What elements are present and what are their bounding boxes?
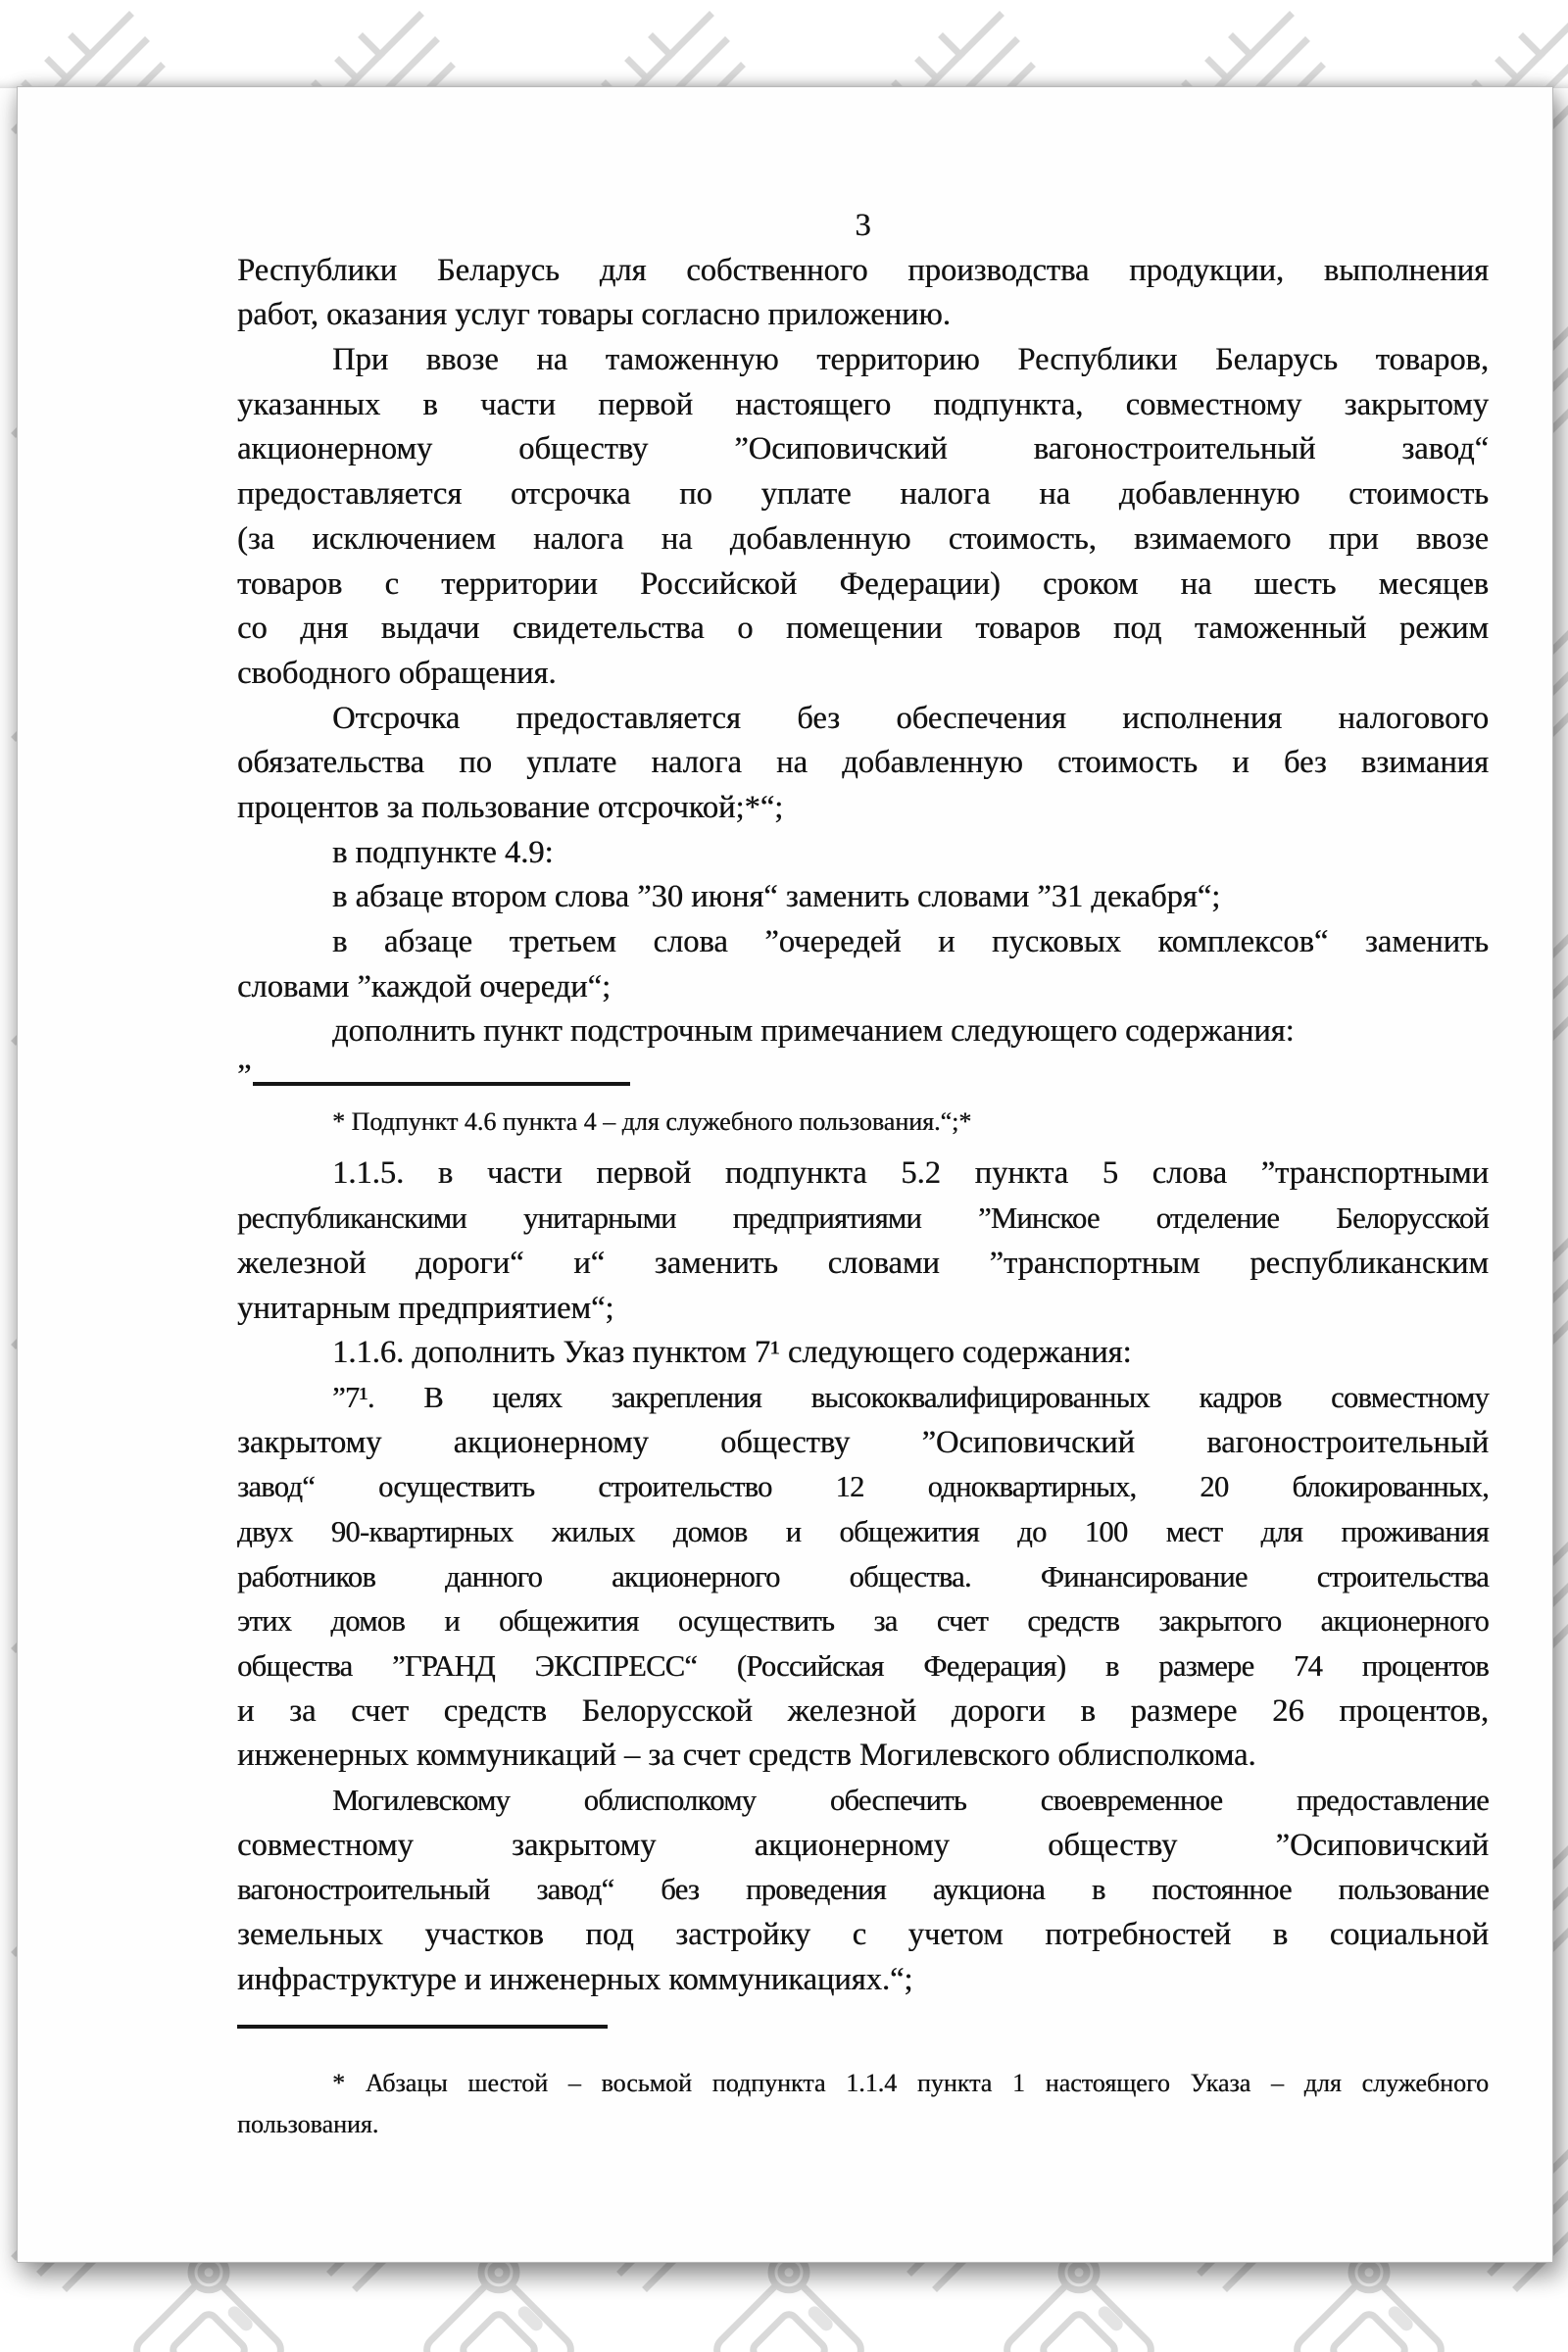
- text-line: республиканскими унитарными предприятиями ”Минское отделение Белорусской: [237, 1201, 1489, 1236]
- text-line: Отсрочка предоставляется без обеспечения исполнения налогового: [332, 700, 1489, 736]
- text-line: совместному закрытому акционерному обществу ”Осиповичский: [237, 1827, 1489, 1863]
- footnote-separator: [253, 1082, 630, 1086]
- footnote-line: пользования.: [237, 2109, 379, 2138]
- quote-with-rule: [237, 1054, 1489, 1100]
- text-line: работ, оказания услуг товары согласно приложению.: [237, 297, 951, 333]
- text-line: и за счет средств Белорусской железной дороги в размере 26 процентов,: [237, 1692, 1489, 1729]
- document-page: [17, 86, 1553, 2263]
- text-line: обязательства по уплате налога на добавленную стоимость и без взимания: [237, 745, 1489, 781]
- text-line: Могилевскому облисполкому обеспечить своевременное предоставление: [332, 1784, 1489, 1818]
- footnote-line: * Подпункт 4.6 пункта 4 – для служебного пользования.“;*: [332, 1106, 972, 1136]
- text-line: в абзаце третьем слова ”очередей и пусковых комплексов“ заменить: [332, 924, 1489, 959]
- text-line: работников данного акционерного общества. Финансирование строительства: [237, 1559, 1489, 1593]
- text-line: 1.1.5. в части первой подпункта 5.2 пункта 5 слова ”транспортными: [332, 1155, 1489, 1192]
- text-line: унитарным предприятием“;: [237, 1290, 614, 1326]
- text-line: этих домов и общежития осуществить за счет средств закрытого акционерного: [237, 1604, 1489, 1639]
- page-number: 3: [855, 208, 871, 243]
- text-line: свободного обращения.: [237, 655, 557, 691]
- text-line: закрытому акционерному обществу ”Осиповичский вагоностроительный: [237, 1424, 1489, 1460]
- text-line: инфраструктуре и инженерных коммуникациях.“;: [237, 1961, 913, 1997]
- text-line: указанных в части первой настоящего подпункта, совместному закрытому: [237, 386, 1489, 422]
- text-line: акционерному обществу ”Осиповичский вагоностроительный завод“: [237, 431, 1489, 467]
- text-line: предоставляется отсрочка по уплате налога на добавленную стоимость: [237, 476, 1489, 513]
- text-line: инженерных коммуникаций – за счет средств Могилевского облисполкома.: [237, 1738, 1256, 1774]
- document-body: [237, 204, 1489, 2145]
- open-quote-mark: ”: [237, 1058, 252, 1095]
- text-line: в абзаце втором слова ”30 июня“ заменить словами ”31 декабря“;: [332, 879, 1221, 915]
- text-line: 1.1.6. дополнить Указ пунктом 7¹ следующего содержания:: [332, 1335, 1132, 1371]
- footnote-separator: [237, 2025, 1489, 2063]
- text-line: товаров с территории Российской Федерации) сроком на шесть месяцев: [237, 565, 1489, 602]
- text-line: вагоностроительный завод“ без проведения аукциона в постоянное пользование: [237, 1873, 1489, 1907]
- text-line: завод“ осуществить строительство 12 одноквартирных, 20 блокированных,: [237, 1470, 1489, 1504]
- text-line: дополнить пункт подстрочным примечанием следующего содержания:: [332, 1013, 1295, 1050]
- text-line: (за исключением налога на добавленную стоимость, взимаемого при ввозе: [237, 520, 1489, 557]
- text-line: земельных участков под застройку с учетом потребностей в социальной: [237, 1917, 1489, 1953]
- text-line: со дня выдачи свидетельства о помещении товаров под таможенный режим: [237, 611, 1489, 647]
- footnote-line: * Абзацы шестой – восьмой подпункта 1.1.4 пункта 1 настоящего Указа – для служебного: [332, 2068, 1489, 2097]
- separator-rule: [237, 2025, 608, 2029]
- text-line: двух 90-квартирных жилых домов и общежития до 100 мест для проживания: [237, 1514, 1489, 1548]
- text-line: железной дороги“ и“ заменить словами ”транспортным республиканским: [237, 1245, 1489, 1281]
- text-line: процентов за пользование отсрочкой;*“;: [237, 789, 784, 825]
- text-line: словами ”каждой очереди“;: [237, 968, 612, 1004]
- text-line: в подпункте 4.9:: [332, 834, 554, 870]
- text-line: При ввозе на таможенную территорию Республики Беларусь товаров,: [332, 342, 1489, 378]
- text-line: Республики Беларусь для собственного производства продукции, выполнения: [237, 252, 1489, 288]
- text-line: ”7¹. В целях закрепления высококвалифицированных кадров совместному: [332, 1380, 1489, 1414]
- text-line: общества ”ГРАНД ЭКСПРЕСС“ (Российская Федерация) в размере 74 процентов: [237, 1649, 1489, 1683]
